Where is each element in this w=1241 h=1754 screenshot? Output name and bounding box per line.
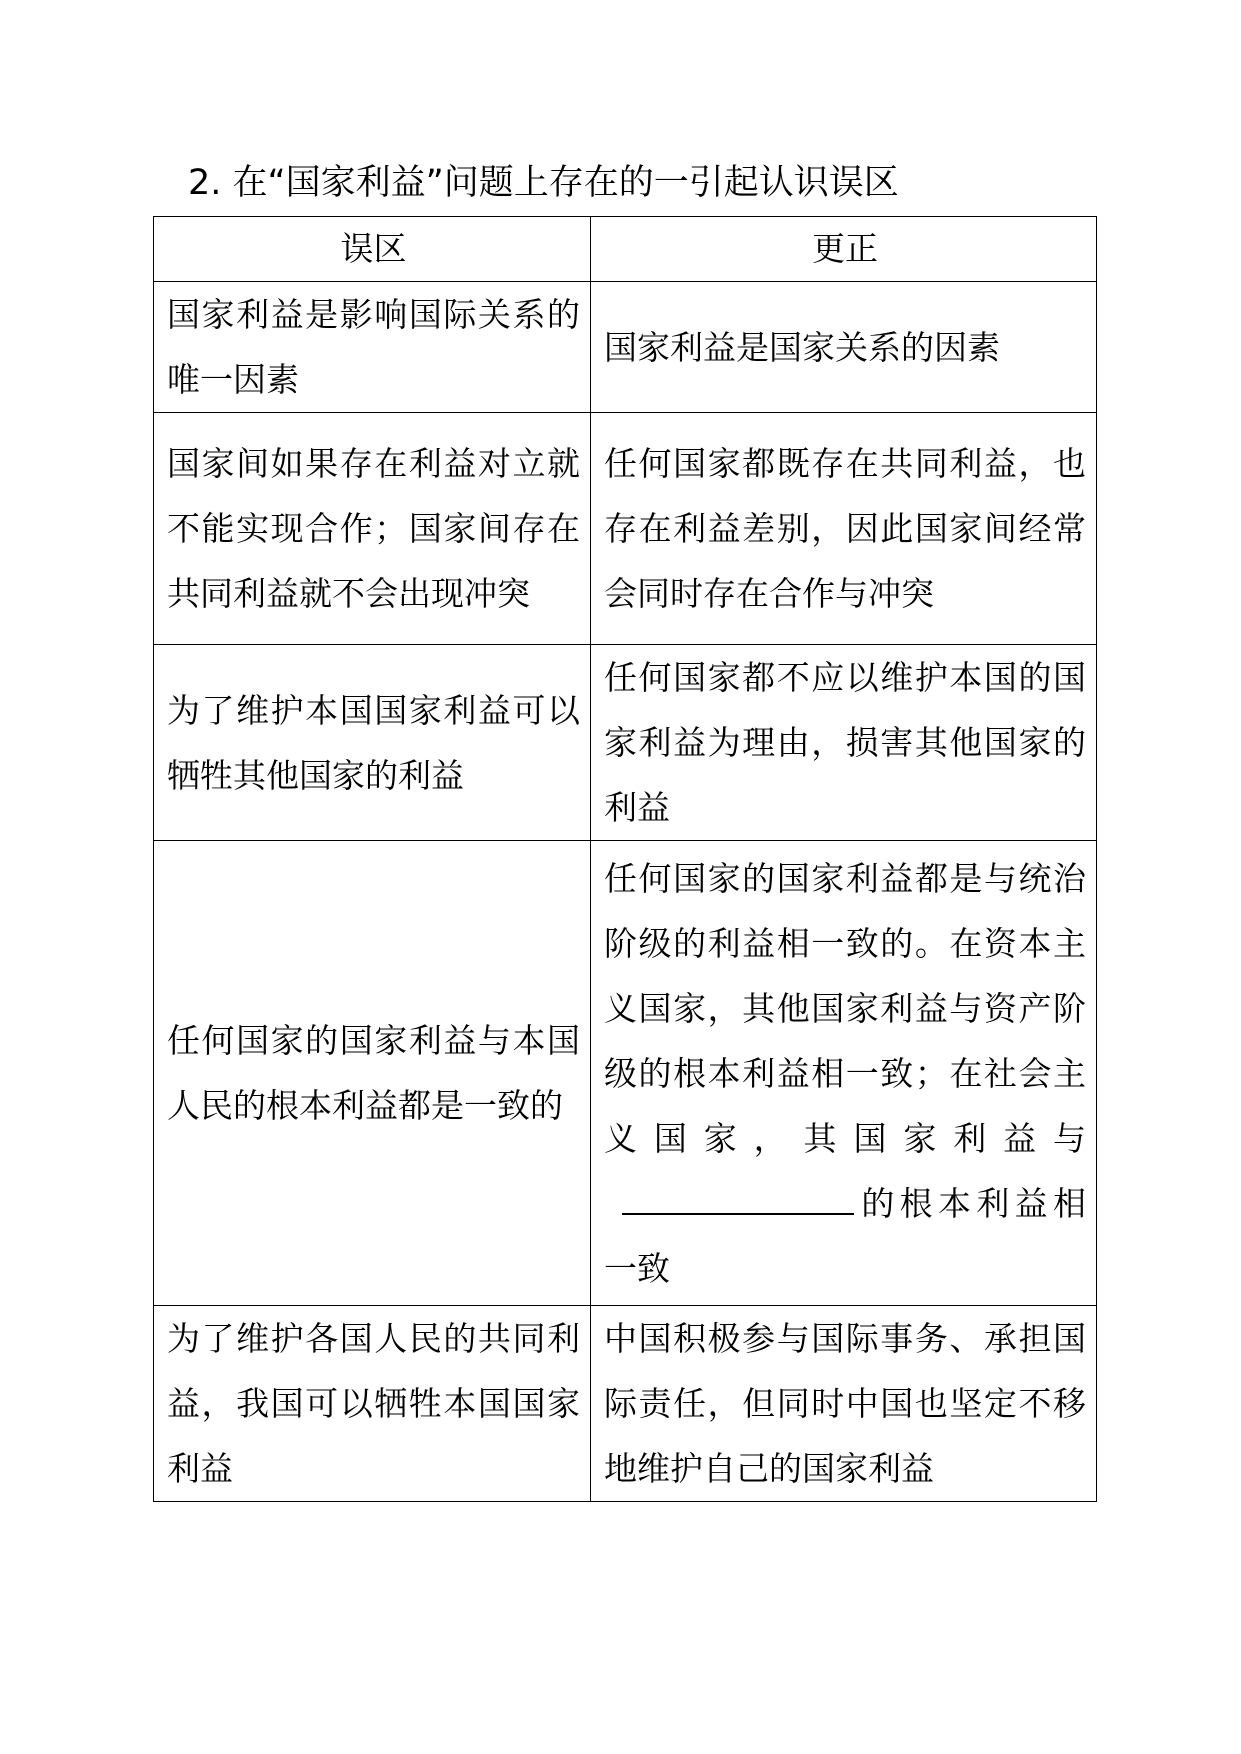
- correction-text: 的根本利益相一致: [604, 1183, 1086, 1288]
- correction-cell: 任何国家都既存在共同利益，也存在利益差别，因此国家间经常会同时存在合作与冲突: [591, 413, 1097, 645]
- header-misconception: 误区: [154, 217, 591, 282]
- misconception-cell: 任何国家的国家利益与本国人民的根本利益都是一致的: [154, 841, 591, 1306]
- table-header-row: [154, 217, 1097, 282]
- document-title: 2. 在“国家利益”问题上存在的一引起认识误区: [188, 163, 899, 203]
- correction-cell: 国家利益是国家关系的因素: [591, 282, 1097, 413]
- misconception-cell: 为了维护各国人民的共同利益，我国可以牺牲本国国家利益: [154, 1306, 591, 1502]
- fill-in-blank[interactable]: [622, 1177, 854, 1215]
- correction-cell: 中国积极参与国际事务、承担国际责任，但同时中国也坚定不移地维护自己的国家利益: [591, 1306, 1097, 1502]
- table-row: [154, 1306, 1097, 1502]
- table-row: [154, 645, 1097, 841]
- correction-cell: 任何国家都不应以维护本国的国家利益为理由，损害其他国家的利益: [591, 645, 1097, 841]
- misconception-table: [153, 216, 1097, 1502]
- misconception-cell: 为了维护本国国家利益可以牺牲其他国家的利益: [154, 645, 591, 841]
- table-row: [154, 413, 1097, 645]
- misconception-cell: 国家利益是影响国际关系的唯一因素: [154, 282, 591, 413]
- correction-text: 任何国家的国家利益都是与统治阶级的利益相一致的。在资本主义国家，其他国家利益与资产阶级的根本利益相一致；在社会主义国家，其国家利益与: [604, 858, 1086, 1158]
- table-row: [154, 282, 1097, 413]
- header-correction: 更正: [591, 217, 1097, 282]
- misconception-cell: 国家间如果存在利益对立就不能实现合作；国家间存在共同利益就不会出现冲突: [154, 413, 591, 645]
- table-row: [154, 841, 1097, 1306]
- correction-cell: [591, 841, 1097, 1306]
